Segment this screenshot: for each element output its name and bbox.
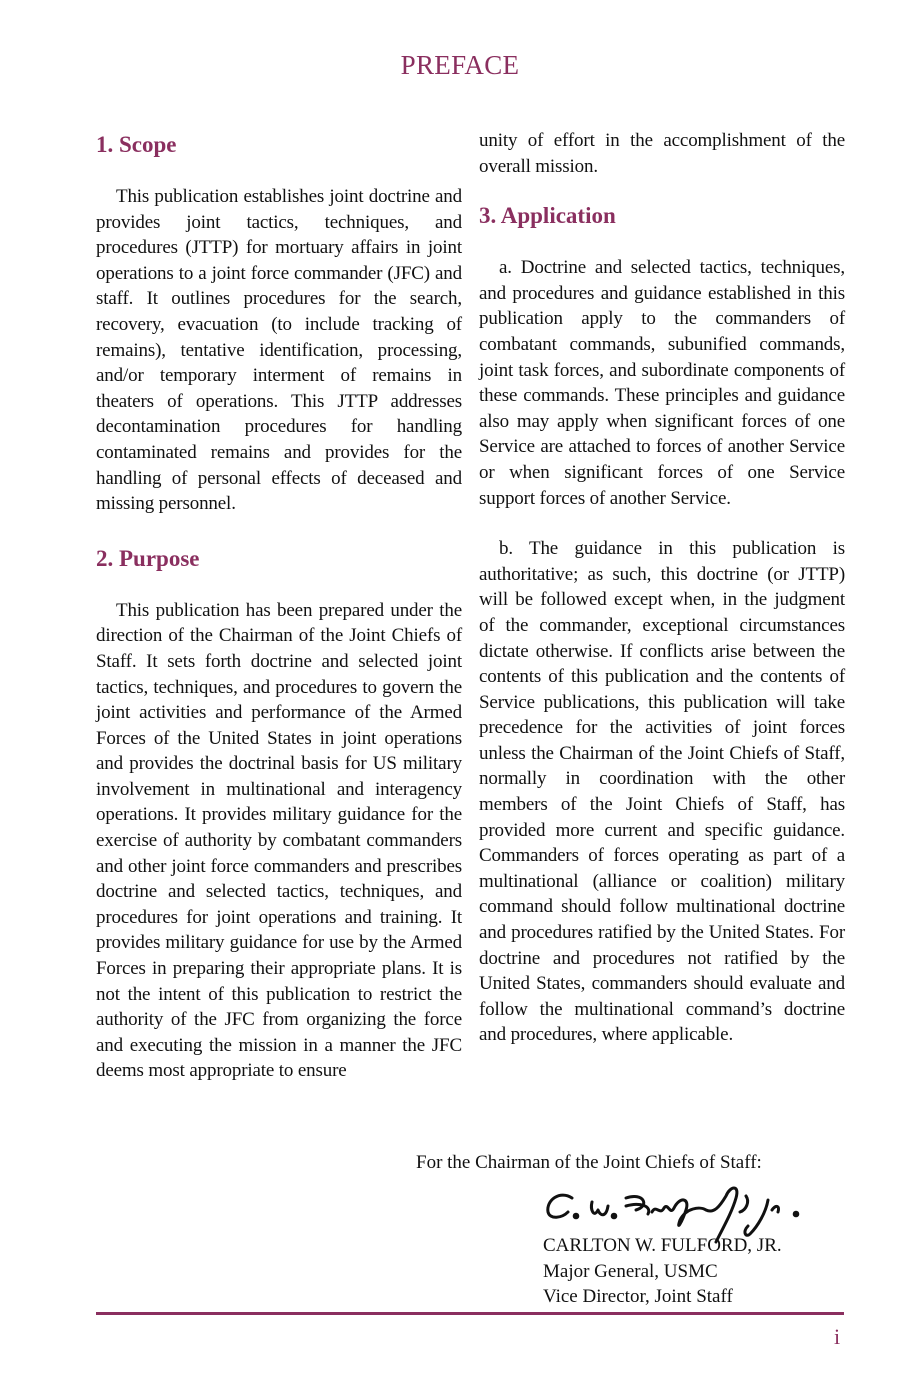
- purpose-heading: 2. Purpose: [96, 545, 200, 571]
- page-title: PREFACE: [400, 50, 520, 80]
- signer-position: Vice Director, Joint Staff: [543, 1286, 733, 1307]
- signer-name: CARLTON W. FULFORD, JR.: [543, 1235, 782, 1256]
- application-para-a: a. Doctrine and selected tactics, techniques, and procedures and guidance established in this publication apply to the commanders of combatant commands, subunified commands, joint task forces, and subordinate components of these commands. These principles and guidance also may apply when significant forces of one Service are attached to forces of another Service or when significant forces of one Service support forces of another Service.: [479, 257, 845, 509]
- application-para-b: b. The guidance in this publication is authoritative; as such, this doctrine (or JTTP) will be followed except when, in the judgment of the commander, exceptional circumstances dictate otherwise. If conflicts arise between the contents of this publication and the contents of Service publications, this publication will take precedence for the activities of joint forces unless the Chairman of the Joint Chiefs of Staff, normally in coordination with the other members of the Joint Chiefs of Staff, has provided more current and specific guidance. Commanders of forces operating as part of a multinational (alliance or coalition) military command should follow multinational doctrine and procedures ratified by the United States. For doctrine and procedures not ratified by the United States, commanders should evaluate and follow the multinational command’s doctrine and procedures, where applicable.: [479, 538, 845, 1046]
- purpose-continuation: unity of effort in the accomplishment of the overall mission.: [479, 130, 845, 177]
- signature-lead: For the Chairman of the Joint Chiefs of Staff:: [416, 1152, 762, 1173]
- left-column: [96, 128, 462, 1084]
- application-heading: 3. Application: [479, 203, 616, 229]
- scope-body: This publication establishes joint doctrine and provides joint tactics, techniques, and procedures (JTTP) for mortuary affairs in joint operations to a joint force commander (JFC) and staff. It outlines procedures for the search, recovery, evacuation (to include tracking of remains), tentative identification, processing, and/or temporary interment of remains in theaters of operations. This JTTP addresses decontamination procedures for handling contaminated remains and provides for the handling of personal effects of deceased and missing personnel.: [96, 186, 462, 515]
- purpose-body: This publication has been prepared under the direction of the Chairman of the Joint Chiefs of Staff. It sets forth doctrine and selected joint tactics, techniques, and procedures to govern the joint activities and performance of the Armed Forces of the United States in joint operations and provides the doctrinal basis for US military involvement in multinational and interagency operations. It provides military guidance for the exercise of authority by combatant commanders and other joint force commanders and prescribes doctrine and selected tactics, techniques, and procedures for joint operations and training. It provides military guidance for use by the Armed Forces in preparing their appropriate plans. It is not the intent of this publication to restrict the authority of the JFC from organizing the force and executing the mission in a manner the JFC deems most appropriate to ensure: [96, 599, 462, 1082]
- right-column: [479, 128, 845, 1048]
- signature-block: [543, 1233, 782, 1310]
- page-number: i: [834, 1324, 841, 1349]
- footer-rule: [96, 1312, 844, 1315]
- scope-heading: 1. Scope: [96, 132, 177, 157]
- signer-rank: Major General, USMC: [543, 1260, 718, 1282]
